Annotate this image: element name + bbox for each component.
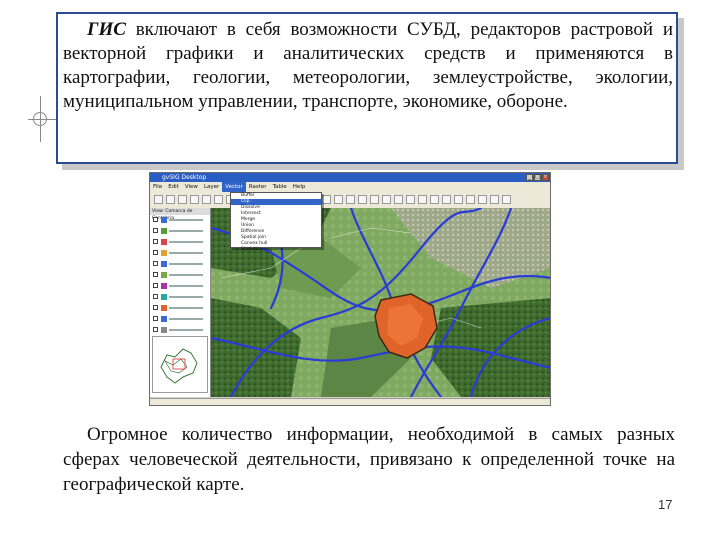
layer-name-placeholder	[169, 329, 203, 331]
layer-row[interactable]	[150, 325, 210, 336]
layer-name-placeholder	[169, 296, 203, 298]
dropdown-item[interactable]: Spatial join	[241, 235, 267, 240]
close-icon[interactable]: ×	[543, 174, 548, 180]
dropdown-item[interactable]: Dissolve	[241, 205, 260, 210]
toolbar-button[interactable]	[178, 195, 187, 204]
menu-item-help[interactable]: Help	[292, 184, 306, 190]
dropdown-item[interactable]: Buffer	[241, 193, 255, 198]
layer-name-placeholder	[169, 241, 203, 243]
gis-screenshot	[149, 172, 551, 406]
layer-swatch	[161, 305, 167, 311]
minimize-icon[interactable]: _	[526, 174, 533, 181]
layer-row[interactable]	[150, 259, 210, 270]
layer-name-placeholder	[169, 230, 203, 232]
layer-checkbox[interactable]	[153, 228, 158, 233]
layer-swatch	[161, 316, 167, 322]
layer-checkbox[interactable]	[153, 250, 158, 255]
menu-item-raster[interactable]: Raster	[248, 184, 267, 190]
decorative-cross-circle	[33, 112, 47, 126]
toolbar-button[interactable]	[394, 195, 403, 204]
vector-menu-dropdown[interactable]	[230, 192, 322, 252]
layer-swatch	[161, 217, 167, 223]
layer-row[interactable]	[150, 237, 210, 248]
menu-item-layer[interactable]: Layer	[203, 184, 220, 190]
toolbar-button[interactable]	[370, 195, 379, 204]
toolbar-button[interactable]	[166, 195, 175, 204]
layer-row[interactable]	[150, 303, 210, 314]
dropdown-item[interactable]: Intersect	[241, 211, 261, 216]
toolbar-button[interactable]	[406, 195, 415, 204]
toolbar-button[interactable]	[442, 195, 451, 204]
layer-row[interactable]	[150, 270, 210, 281]
layer-swatch	[161, 283, 167, 289]
toolbar-button[interactable]	[202, 195, 211, 204]
toolbar-button[interactable]	[154, 195, 163, 204]
toolbar-button[interactable]	[466, 195, 475, 204]
layer-checkbox[interactable]	[153, 316, 158, 321]
gis-window-title-text: gvSIG Desktop	[162, 174, 207, 181]
layer-checkbox[interactable]	[153, 239, 158, 244]
layer-name-placeholder	[169, 274, 203, 276]
dropdown-item[interactable]: Clip	[231, 199, 321, 205]
toolbar-button[interactable]	[490, 195, 499, 204]
dropdown-item[interactable]: Merge	[241, 217, 256, 222]
toolbar-button[interactable]	[454, 195, 463, 204]
layer-row[interactable]	[150, 226, 210, 237]
menu-item-vector[interactable]: Vector	[222, 182, 246, 192]
layer-name-placeholder	[169, 318, 203, 320]
gis-toolbar	[150, 192, 550, 209]
gis-menubar	[150, 182, 550, 192]
toolbar-button[interactable]	[346, 195, 355, 204]
menu-item-view[interactable]: View	[184, 184, 198, 190]
page-number: 17	[658, 497, 673, 512]
menu-item-table[interactable]: Table	[272, 184, 287, 190]
layer-row[interactable]	[150, 314, 210, 325]
menu-item-edit[interactable]: Edit	[168, 184, 179, 190]
dropdown-item[interactable]: Convex hull	[241, 241, 268, 246]
layer-checkbox[interactable]	[153, 283, 158, 288]
layer-name-placeholder	[169, 263, 203, 265]
toolbar-button[interactable]	[190, 195, 199, 204]
layer-checkbox[interactable]	[153, 294, 158, 299]
layer-swatch	[161, 327, 167, 333]
dropdown-item[interactable]: Union	[241, 223, 255, 228]
layer-name-placeholder	[169, 219, 203, 221]
layer-swatch	[161, 239, 167, 245]
overview-map[interactable]	[152, 336, 208, 393]
layer-row[interactable]	[150, 281, 210, 292]
layer-list-header: View: Comarca de	[150, 208, 210, 215]
maximize-icon[interactable]: □	[535, 174, 540, 180]
body-paragraph: Огромное количество информации, необходимой в самых разных сферах человеческой деятельности, привязано к определенной точке на географической карте.	[63, 424, 675, 495]
gis-window-title	[150, 173, 550, 182]
layer-swatch	[161, 228, 167, 234]
layer-checkbox[interactable]	[153, 305, 158, 310]
toolbar-button[interactable]	[334, 195, 343, 204]
layer-name-placeholder	[169, 307, 203, 309]
layer-row[interactable]	[150, 292, 210, 303]
layer-swatch	[161, 250, 167, 256]
toolbar-button[interactable]	[478, 195, 487, 204]
layer-name-placeholder	[169, 285, 203, 287]
layer-swatch	[161, 272, 167, 278]
layer-checkbox[interactable]	[153, 272, 158, 277]
toolbar-button[interactable]	[214, 195, 223, 204]
toolbar-button[interactable]	[382, 195, 391, 204]
dropdown-item[interactable]: Statistics	[241, 247, 262, 252]
toolbar-button[interactable]	[358, 195, 367, 204]
layer-row[interactable]	[150, 248, 210, 259]
toolbar-button[interactable]	[430, 195, 439, 204]
layer-swatch	[161, 261, 167, 267]
toolbar-button[interactable]	[418, 195, 427, 204]
layer-row[interactable]	[150, 215, 210, 226]
toolbar-button[interactable]	[322, 195, 331, 204]
layer-checkbox[interactable]	[153, 261, 158, 266]
definition-text	[63, 18, 673, 114]
layer-checkbox[interactable]	[153, 217, 158, 222]
definition-lead: ГИС	[87, 19, 126, 40]
toolbar-button[interactable]	[502, 195, 511, 204]
status-bar	[150, 398, 550, 406]
menu-item-file[interactable]: File	[153, 184, 163, 190]
definition-body: включают в себя возможности СУБД, редакторов растровой и векторной графики и аналитических средств и применяются в картографии, геологии, метеорологии, землеустройстве, экологии, муниципальном управлении, транспорте, экономике, обороне.	[63, 19, 673, 112]
layer-swatch	[161, 294, 167, 300]
layer-checkbox[interactable]	[153, 327, 158, 332]
layer-name-placeholder	[169, 252, 203, 254]
dropdown-item[interactable]: Difference	[241, 229, 265, 234]
